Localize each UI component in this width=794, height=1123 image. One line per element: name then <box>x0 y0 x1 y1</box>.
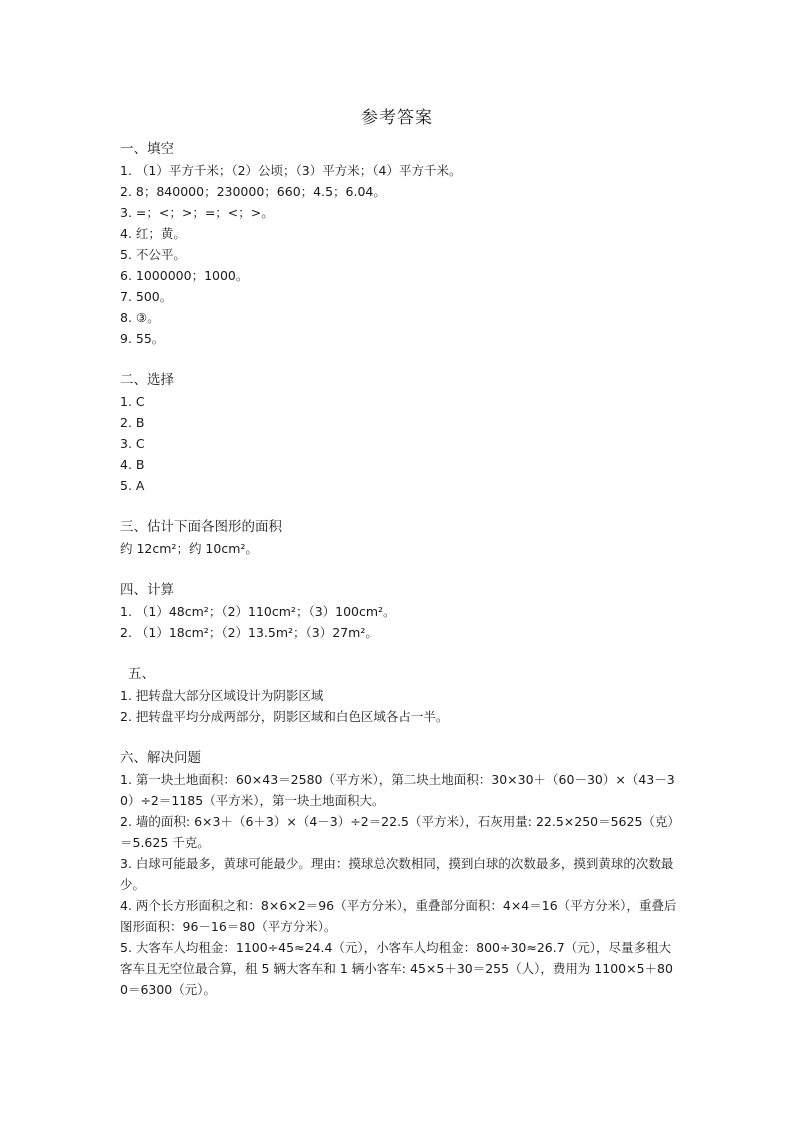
section-heading: 四、计算 <box>120 582 174 598</box>
answer-line: 2. 把转盘平均分成两部分，阴影区域和白色区域各占一半。 <box>120 709 449 724</box>
section-area-estimate <box>120 517 680 559</box>
answer-line: 4. 红；黄。 <box>120 226 186 241</box>
section-calculation <box>120 580 680 643</box>
answer-line: 1. C <box>120 394 145 409</box>
answer-line: 2. B <box>120 415 145 430</box>
answer-line: 约 12cm²；约 10cm²。 <box>120 541 258 556</box>
section-heading: 五、 <box>128 666 155 682</box>
answer-line: 3. C <box>120 436 145 451</box>
answer-line: 1. （1）平方千米；（2）公顷；（3）平方米；（4）平方千米。 <box>120 163 462 178</box>
answer-line: 9. 55。 <box>120 331 165 346</box>
section-multiple-choice <box>120 370 680 496</box>
answer-paragraph: 1. 第一块土地面积：60×43＝2580（平方米），第二块土地面积：30×30＋（60－30）×（43－30）÷2＝1185（平方米），第一块土地面积大。 <box>120 772 675 808</box>
answer-line: 7. 500。 <box>120 289 173 304</box>
answer-line: 2. （1）18cm²；（2）13.5m²；（3）27m²。 <box>120 625 378 640</box>
section-fill-in-blanks <box>120 139 680 349</box>
section-heading: 二、选择 <box>120 372 174 388</box>
answer-line: 8. ③。 <box>120 310 160 325</box>
section-heading: 一、填空 <box>120 141 174 157</box>
answer-line: 3. =；<；>；=；<；>。 <box>120 205 274 220</box>
answer-line: 5. A <box>120 478 145 493</box>
answer-line: 2. 8；840000；230000；660；4.5；6.04。 <box>120 184 386 199</box>
section-problem-solving <box>120 748 680 1000</box>
answer-paragraph: 2. 墙的面积: 6×3＋（6＋3）×（4－3）÷2＝22.5（平方米），石灰用量: 22.5×250＝5625（克）＝5.625 千克。 <box>120 814 680 850</box>
answer-paragraph: 4. 两个长方形面积之和：8×6×2＝96（平方分米），重叠部分面积：4×4＝16（平方分米），重叠后图形面积：96－16＝80（平方分米）。 <box>120 898 677 934</box>
answer-line: 1. （1）48cm²；（2）110cm²；（3）100cm²。 <box>120 604 396 619</box>
answer-line: 1. 把转盘大部分区域设计为阴影区域 <box>120 688 324 703</box>
answer-paragraph: 5. 大客车人均租金：1100÷45≈24.4（元），小客车人均租金：800÷30≈26.7（元），尽量多租大客车且无空位最合算，租 5 辆大客车和 1 辆小客车: 45×5＋30＝255（人），费用为 1100×5＋800＝6300（元）。 <box>120 940 673 997</box>
section-five <box>120 664 680 727</box>
section-heading: 六、解决问题 <box>120 750 201 766</box>
answer-line: 6. 1000000；1000。 <box>120 268 249 283</box>
section-heading: 三、估计下面各图形的面积 <box>120 519 282 535</box>
answer-content <box>120 139 680 1021</box>
answer-paragraph: 3. 白球可能最多，黄球可能最少。理由：摸球总次数相同，摸到白球的次数最多，摸到黄球的次数最少。 <box>120 856 674 892</box>
answer-line: 5. 不公平。 <box>120 247 186 262</box>
page-title: 参考答案 <box>361 108 433 128</box>
answer-line: 4. B <box>120 457 145 472</box>
